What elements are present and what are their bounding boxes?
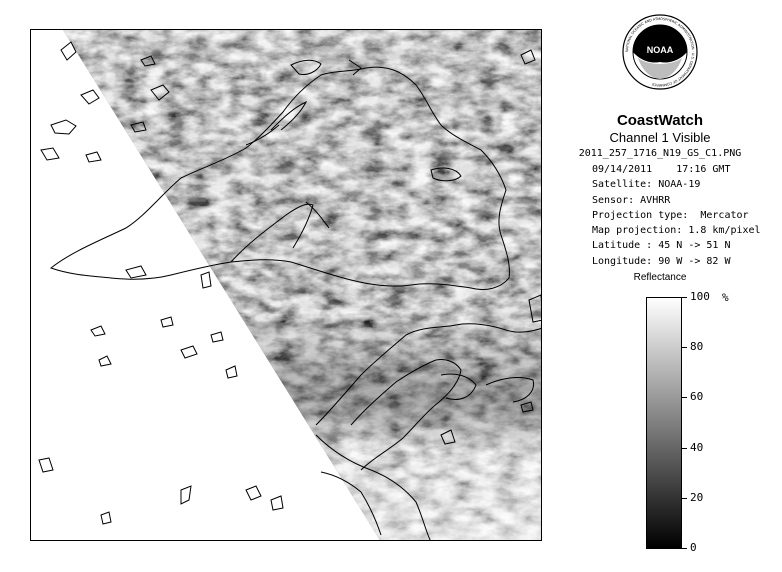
legend-tick-label: 60 (690, 390, 704, 403)
legend-tick-label: 40 (690, 441, 704, 454)
legend-title: Reflectance (633, 272, 687, 283)
filename-label: 2011_257_1716_N19_GS_C1.PNG (578, 148, 742, 159)
logo-text: NOAA (646, 45, 674, 55)
legend-tick (682, 297, 687, 298)
logo-ring-text: NATIONAL OCEANIC AND ATMOSPHERIC ADMINISTRATION · U.S. DEPARTMENT OF COMMERCE (624, 16, 696, 88)
product-title: CoastWatch (616, 112, 704, 129)
satellite-label: Satellite: NOAA-19 (592, 179, 701, 191)
reflectance-colorbar (646, 297, 682, 549)
projection-type-label: Projection type: Mercator (592, 209, 749, 221)
sensor-label: Sensor: AVHRR (592, 194, 671, 206)
datetime-label: 09/14/2011 17:16 GMT (592, 164, 731, 175)
map-canvas (31, 30, 542, 541)
map-projection-label: Map projection: 1.8 km/pixel (592, 225, 761, 237)
longitude-label: Longitude: 90 W -> 82 W (592, 255, 731, 267)
noaa-logo (620, 12, 700, 110)
legend-tick (682, 347, 687, 348)
legend-tick (682, 397, 687, 398)
legend-tick-label: 100 (690, 290, 710, 303)
legend-tick-label: 20 (690, 491, 704, 504)
satellite-map (30, 29, 542, 541)
latitude-label: Latitude : 45 N -> 51 N (592, 240, 731, 252)
legend-tick (682, 448, 687, 449)
channel-label: Channel 1 Visible (609, 130, 711, 145)
legend-unit: % (722, 291, 729, 304)
legend-tick (682, 548, 687, 549)
legend-tick (682, 498, 687, 499)
legend-tick-label: 0 (690, 541, 697, 554)
legend-tick-label: 80 (690, 340, 704, 353)
metadata-block (592, 162, 761, 269)
